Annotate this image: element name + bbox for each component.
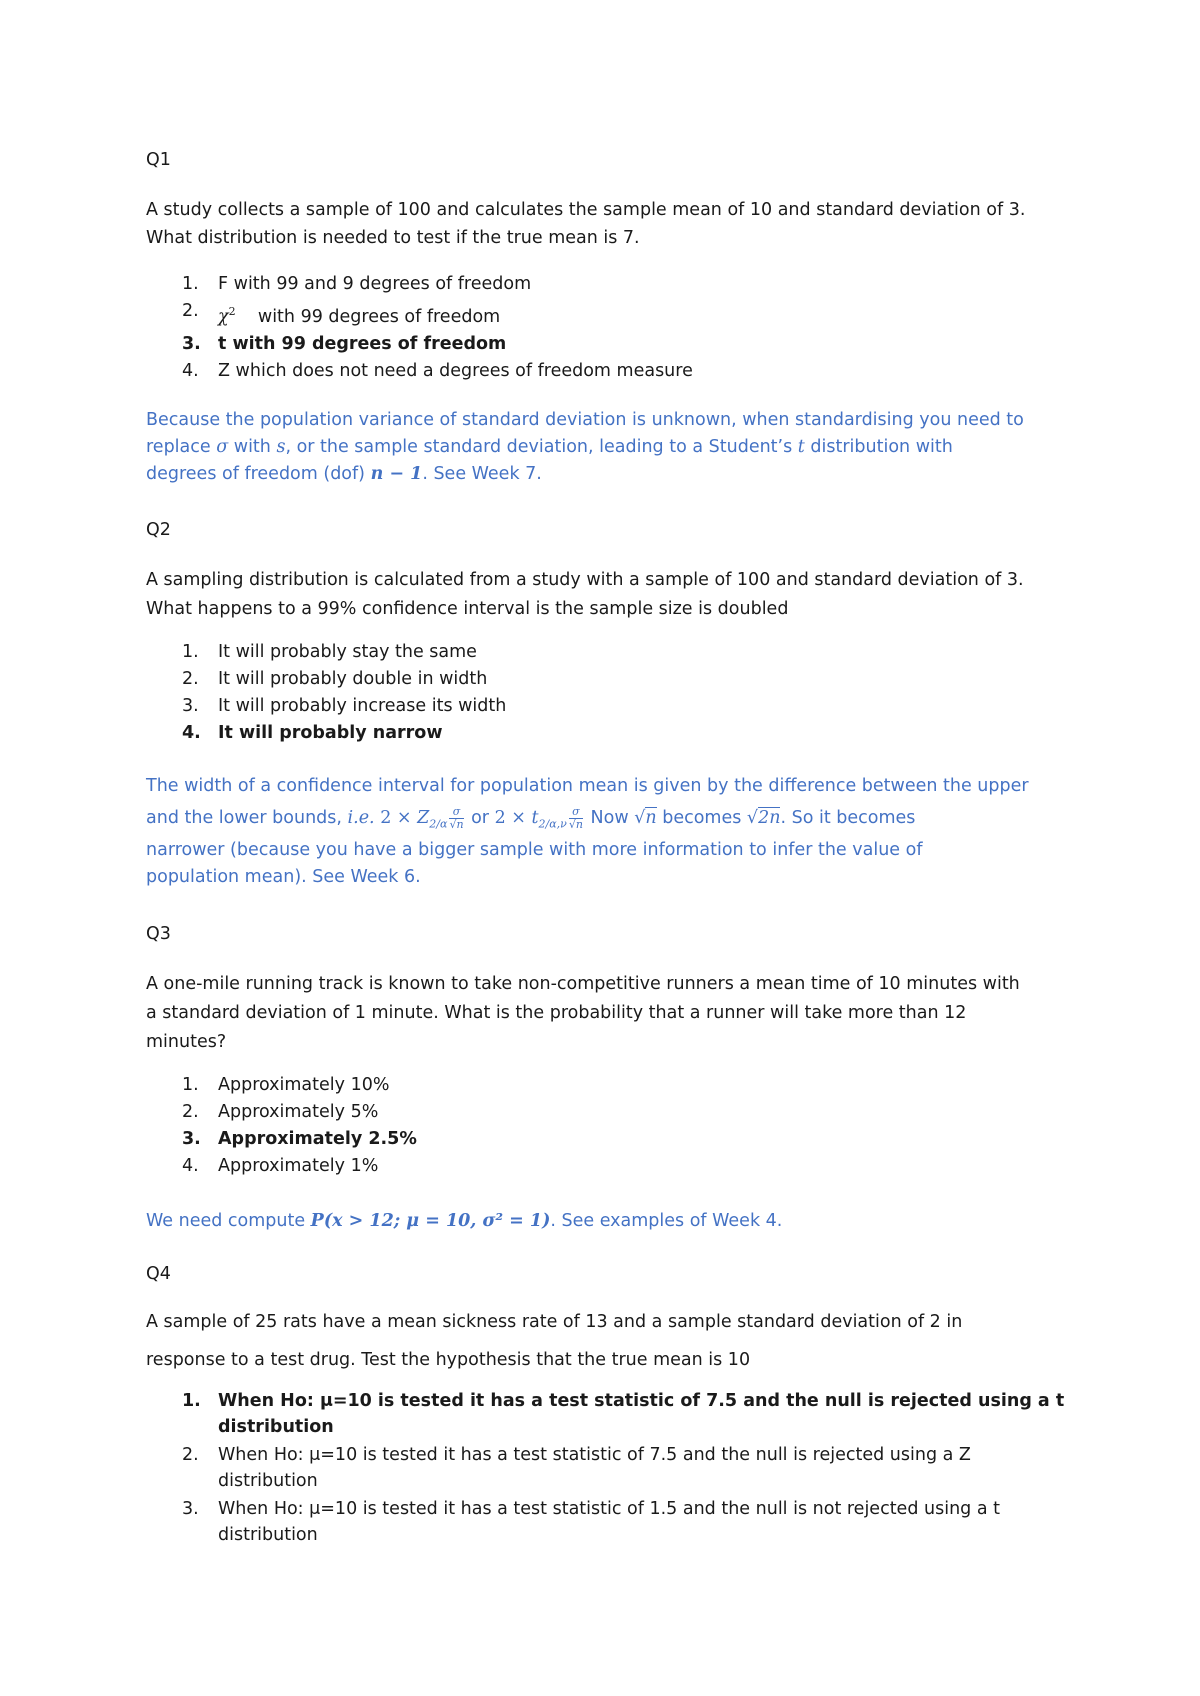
answer-explanation: Because the population variance of standard deviation is unknown, when standardising you need to replace σ with s, or the sample standard deviation, leading to a Student’s t distribution with degrees of freedom (dof) n − 1. See Week 7.: [146, 410, 1024, 484]
correct-answer-option: 3. Approximately 2.5%: [182, 1129, 417, 1149]
question-heading: Q1: [146, 150, 171, 170]
answer-option: 2. When Ho: μ=10 is tested it has a test statistic of 7.5 and the null is rejected using a Z distribution: [182, 1445, 971, 1491]
answer-option: 3. When Ho: μ=10 is tested it has a test statistic of 1.5 and the null is not rejected using a t distribution: [182, 1499, 1000, 1545]
correct-answer-option: 1. When Ho: μ=10 is tested it has a test statistic of 7.5 and the null is rejected using a t distribution: [182, 1391, 1065, 1437]
answer-options: [146, 1072, 1066, 1180]
answer-option: 2. $\chi^2$ with 99 degrees of freedom: [182, 301, 501, 327]
answer-option: 4. Z which does not need a degrees of freedom measure: [182, 360, 693, 381]
question-heading: Q4: [146, 1264, 171, 1284]
answer-option: 2. Approximately 5%: [182, 1102, 379, 1122]
answer-options: [146, 271, 1066, 385]
question-heading: Q3: [146, 924, 171, 944]
answer-options: [146, 1388, 1066, 1548]
answer-option: 3. It will probably increase its width: [182, 696, 507, 716]
question-prompt: A sampling distribution is calculated from a study with a sample of 100 and standard deviation of 3. What happens to a 99% confidence interval is the sample size is doubled: [146, 570, 1024, 619]
answer-option: 2. It will probably double in width: [182, 669, 488, 689]
answer-explanation: We need compute P(x > 12; μ = 10, σ² = 1). See examples of Week 4.: [146, 1211, 783, 1231]
question-prompt: A study collects a sample of 100 and calculates the sample mean of 10 and standard deviation of 3. What distribution is needed to test if the true mean is 7.: [146, 200, 1026, 248]
answer-option: 4. Approximately 1%: [182, 1156, 379, 1176]
correct-answer-option: 3. t with 99 degrees of freedom: [182, 333, 507, 354]
correct-answer-option: 4. It will probably narrow: [182, 723, 443, 743]
question-prompt: A one-mile running track is known to take non-competitive runners a mean time of 10 minutes with a standard deviation of 1 minute. What is the probability that a runner will take more than 12 minutes?: [146, 974, 1020, 1052]
answer-option: 1. Approximately 10%: [182, 1075, 390, 1095]
answer-option: 1. It will probably stay the same: [182, 642, 477, 662]
document-page: Q1 A study collects a sample of 100 and calculates the sample mean of 10 and standard deviation of 3. What distribution is needed to test if the true mean is 7. 1. F with 99 and 9 degrees of freedom 2. $\chi^2$ with 99 degrees of freedom 3. t with 99 degrees of freedom 4. Z which does not need a degrees of freedom measure Because the population variance of standard deviation is unknown, when standardising you need to replace σ with s, or the sample standard deviation, leading to a Student’s t distribution with degrees of freedom (dof) n − 1. See Week 7. Q2 A sampling distribution is calculated from a study with a sample of 100 and standard deviation of 3. What happens to a 99% confidence interval is the sample size is doubled 1. It will probably stay the same 2. It will probably double in width 3. It will probably increase its width 4. It will probably narrow The width of a confidence interval for population mean is given by the difference between the upper and the lower bounds, i.e. $2 \times Z_{2/\alpha}$ $\frac{\sigma}{√n}$ or $2 \times t_{2/\alpha,\nu}$ $\frac{\sigma}{√n}$ Now √n becomes √2n. So it becomes narrower (because you have a bigger sample with more information to infer the value of population mean). See Week 6. Q3 A one-mile running track is known to take non-competitive runners a mean time of 10 minutes with a standard deviation of 1 minute. What is the probability that a runner will take more than 12 minutes? 1. Approximately 10% 2. Approximately 5% 3. Approximately 2.5% 4. Approximately 1% We need compute P(x > 12; μ = 10, σ² = 1). See examples of Week 4. Q4 A sample of 25 rats have a mean sickness rate of 13 and a sample standard deviation of 2 in response to a test drug. Test the hypothesis that the true mean is 10 1. When Ho: μ=10 is tested it has a test statistic of 7.5 and the null is rejected using a t distribution 2. When Ho: μ=10 is tested it has a test statistic of 7.5 and the null is rejected using a Z distribution 3. When Ho: μ=10 is tested it has a test statistic of 1.5 and the null is not rejected using a t distribution: [0, 0, 1200, 1696]
question-prompt: response to a test drug. Test the hypothesis that the true mean is 10: [146, 1350, 751, 1370]
question-heading: Q2: [146, 520, 171, 540]
question-prompt: A sample of 25 rats have a mean sickness rate of 13 and a sample standard deviation of 2 in: [146, 1312, 963, 1332]
answer-options: [146, 639, 1066, 747]
answer-option: 1. F with 99 and 9 degrees of freedom: [182, 274, 532, 294]
